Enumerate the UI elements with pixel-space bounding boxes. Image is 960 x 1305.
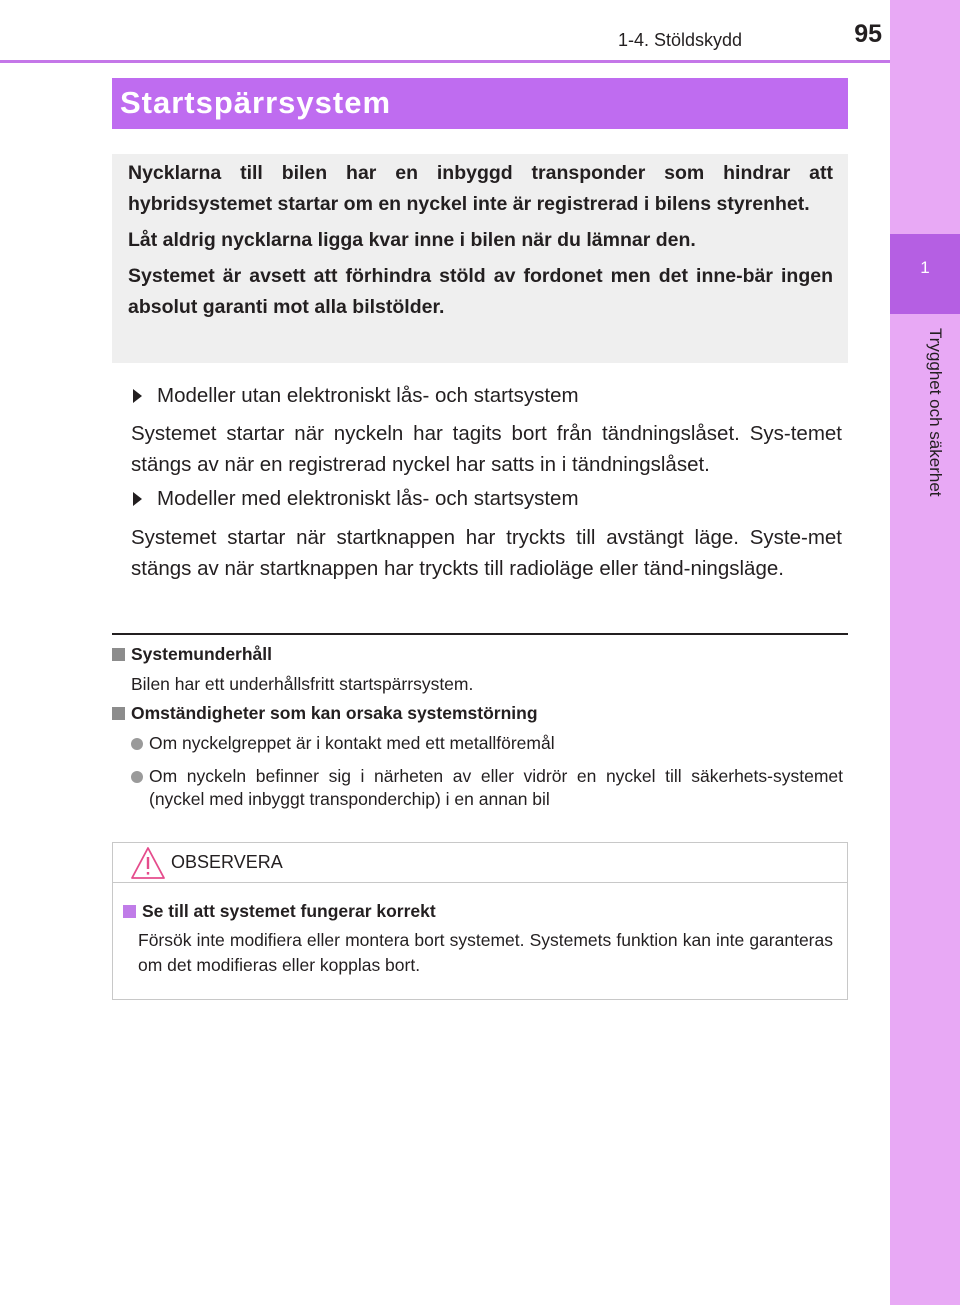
model-heading — [133, 487, 579, 511]
summary-box — [112, 154, 848, 363]
caution-heading-text: Se till att systemet fungerar korrekt — [142, 901, 436, 921]
chapter-title: Trygghet och säkerhet — [926, 328, 945, 497]
model-description: Systemet startar när startknappen har tryckts till avstängt läge. Syste-met stängs av när startknappen har tryckts till radioläge eller tänd-ningsläge. — [131, 526, 842, 580]
model-heading-text: Modeller utan elektroniskt lås- och startsystem — [157, 384, 579, 407]
note-heading — [112, 644, 272, 665]
warning-triangle-icon — [130, 846, 166, 880]
note-heading — [112, 703, 538, 724]
model-heading — [133, 384, 579, 408]
list-item — [131, 732, 843, 755]
list-item-text: Om nyckelgreppet är i kontakt med ett metallföremål — [149, 733, 555, 753]
triangle-bullet-icon — [133, 492, 142, 506]
caution-heading — [123, 901, 436, 922]
list-item-text: Om nyckeln befinner sig i närheten av eller vidrör en nyckel till säkerhets-systemet (nyckel med inbyggt transponderchip) i en annan bil — [149, 766, 843, 809]
circle-bullet-icon — [131, 771, 143, 783]
summary-paragraph: Låt aldrig nycklarna ligga kvar inne i bilen när du lämnar den. — [128, 229, 696, 251]
note-heading-text: Systemunderhåll — [131, 644, 273, 664]
caution-box — [112, 842, 848, 1000]
caution-header — [113, 843, 847, 883]
square-bullet-icon — [112, 648, 125, 661]
page-title: Startspärrsystem — [120, 85, 392, 120]
circle-bullet-icon — [131, 738, 143, 750]
triangle-bullet-icon — [133, 389, 142, 403]
caution-label: OBSERVERA — [171, 852, 283, 872]
caution-text: Försök inte modifiera eller montera bort systemet. Systemets funktion kan inte garanteras om det modifieras eller kopplas bort. — [138, 930, 833, 975]
note-heading-text: Omständigheter som kan orsaka systemstörning — [131, 703, 538, 723]
summary-paragraph: Nycklarna till bilen har en inbyggd transponder som hindrar att hybridsystemet startar om en nyckel inte är registrerad i bilens styrenhet. — [128, 162, 833, 215]
page-number: 95 — [854, 20, 882, 48]
title-bar — [112, 78, 848, 129]
section-title: 1-4. Stöldskydd — [618, 30, 743, 50]
summary-paragraph: Systemet är avsett att förhindra stöld av fordonet men det inne-bär ingen absolut garanti mot alla bilstölder. — [128, 265, 833, 318]
list-item — [131, 765, 843, 811]
chapter-side-tab — [890, 0, 960, 1305]
section-divider — [112, 633, 848, 635]
note-text: Bilen har ett underhållsfritt startspärrsystem. — [131, 674, 474, 694]
header-rule — [0, 60, 890, 63]
square-bullet-icon — [112, 707, 125, 720]
model-description: Systemet startar när nyckeln har tagits bort från tändningslåset. Sys-temet stängs av när en registrerad nyckel har satts in i tändningslåset. — [131, 422, 842, 476]
square-bullet-icon — [123, 905, 136, 918]
model-heading-text: Modeller med elektroniskt lås- och startsystem — [157, 487, 579, 510]
chapter-number: 1 — [920, 258, 930, 277]
